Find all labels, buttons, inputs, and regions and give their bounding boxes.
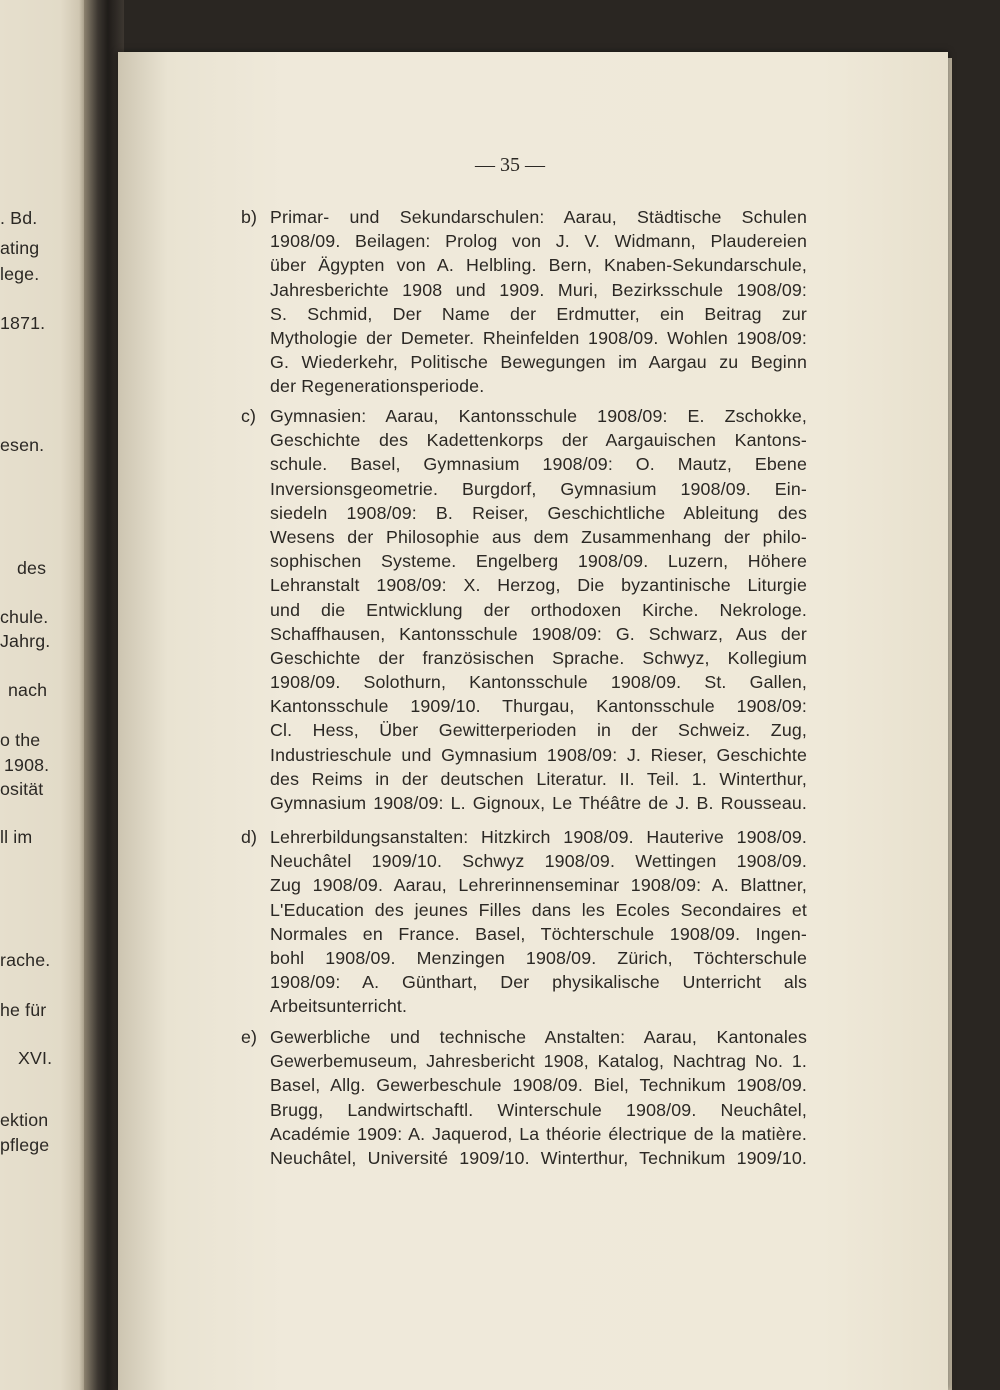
text-line: der Regenerationsperiode.	[270, 376, 485, 397]
text-line: Lehranstalt 1908/09: X. Herzog, Die byzantinische Liturgie	[270, 575, 807, 596]
text-line: Jahresberichte 1908 und 1909. Muri, Bezirksschule 1908/09:	[270, 279, 807, 300]
text-line: Zug 1908/09. Aarau, Lehrerinnenseminar 1908/09: A. Blattner,	[270, 875, 807, 896]
text-line: Geschichte des Kadettenkorps der Aargauischen Kantons-	[270, 430, 807, 451]
entry-body	[270, 1025, 807, 1170]
text-line: Kantonsschule 1909/10. Thurgau, Kantonsschule 1908/09:	[270, 696, 807, 717]
text-line: Primar- und Sekundarschulen: Aarau, Städtische Schulen	[270, 207, 807, 227]
text-line: Gymnasium 1908/09: L. Gignoux, Le Théâtre de J. B. Rousseau.	[270, 793, 807, 813]
text-line: S. Schmid, Der Name der Erdmutter, ein Beitrag zur	[270, 303, 807, 324]
left-fragment: des	[17, 558, 47, 578]
text-line: Industrieschule und Gymnasium 1908/09: J. Rieser, Geschichte	[270, 744, 807, 765]
left-fragment: he für	[0, 1000, 47, 1020]
text-line: G. Wiederkehr, Politische Bewegungen im Aargau zu Beginn	[270, 352, 807, 373]
left-fragment: ll im	[0, 827, 33, 847]
text-line: über Ägypten von A. Helbling. Bern, Knaben-Sekundarschule,	[270, 255, 807, 276]
text-line: Inversionsgeometrie. Burgdorf, Gymnasium 1908/09. Ein-	[270, 478, 807, 499]
entry-body	[270, 825, 807, 1019]
left-fragment: ating	[0, 238, 40, 258]
left-fragment: XVI.	[18, 1048, 53, 1068]
text-line: Wesens der Philosophie aus dem Zusammenhang der philo-	[270, 526, 807, 547]
text-line: Normales en France. Basel, Töchterschule 1908/09. Ingen-	[270, 923, 807, 944]
text-line: Neuchâtel 1909/10. Schwyz 1908/09. Wettingen 1908/09.	[270, 851, 807, 872]
text-line: Brugg, Landwirtschaftl. Winterschule 1908/09. Neuchâtel,	[270, 1099, 807, 1120]
text-line: und die Entwicklung der orthodoxen Kirche. Nekrologe.	[270, 599, 807, 620]
entry-body	[270, 404, 807, 815]
text-line: schule. Basel, Gymnasium 1908/09: O. Mautz, Ebene	[270, 454, 807, 475]
entry-body	[270, 205, 807, 399]
text-line: sophischen Systeme. Engelberg 1908/09. Luzern, Höhere	[270, 551, 807, 572]
left-fragment: Jahrg.	[0, 631, 51, 651]
text-line: des Reims in der deutschen Literatur. II. Teil. 1. Winterthur,	[270, 768, 807, 789]
text-line: bohl 1908/09. Menzingen 1908/09. Zürich, Töchterschule	[270, 947, 807, 968]
text-line: siedeln 1908/09: B. Reiser, Geschichtliche Ableitung des	[270, 502, 807, 523]
left-fragment: 1871.	[0, 313, 46, 333]
left-fragment: pflege	[0, 1135, 50, 1155]
text-line: Cl. Hess, Über Gewitterperioden in der Schweiz. Zug,	[270, 720, 807, 741]
left-fragment: nach	[8, 680, 48, 700]
left-fragment: lege.	[0, 264, 40, 284]
text-line: Schaffhausen, Kantonsschule 1908/09: G. Schwarz, Aus der	[270, 623, 807, 644]
text-line: 1908/09: A. Günthart, Der physikalische Unterricht als	[270, 972, 807, 993]
left-fragment: esen.	[0, 435, 45, 455]
text-line: Académie 1909: A. Jaquerod, La théorie électrique de la matière.	[270, 1123, 807, 1144]
page-number: — 35 —	[475, 154, 545, 176]
left-fragment: ektion	[0, 1110, 49, 1130]
left-fragment: rache.	[0, 950, 51, 970]
text-line: Gewerbemuseum, Jahresbericht 1908, Katalog, Nachtrag No. 1.	[270, 1051, 807, 1072]
left-fragment: osität	[0, 779, 44, 799]
text-line: L'Education des jeunes Filles dans les Ecoles Secondaires et	[270, 899, 807, 920]
text-line: Mythologie der Demeter. Rheinfelden 1908/09. Wohlen 1908/09:	[270, 327, 807, 348]
text-line: Basel, Allg. Gewerbeschule 1908/09. Biel, Technikum 1908/09.	[270, 1075, 807, 1096]
left-page	[0, 0, 86, 1390]
text-line: 1908/09. Beilagen: Prolog von J. V. Widmann, Plaudereien	[270, 231, 807, 252]
text-line: Neuchâtel, Université 1909/10. Winterthur, Technikum 1909/10.	[270, 1147, 807, 1168]
left-fragment: . Bd.	[0, 208, 38, 228]
left-fragment: chule.	[0, 607, 49, 627]
entry-letter: e)	[241, 1027, 258, 1047]
text-line: Geschichte der französischen Sprache. Schwyz, Kollegium	[270, 647, 807, 668]
left-fragment: o the	[0, 730, 41, 750]
entry-letter: d)	[241, 827, 258, 847]
text-line: Gymnasien: Aarau, Kantonsschule 1908/09: E. Zschokke,	[270, 406, 807, 426]
text-line: Gewerbliche und technische Anstalten: Aarau, Kantonales	[270, 1027, 807, 1047]
text-line: Arbeitsunterricht.	[270, 996, 408, 1017]
entry-letter: b)	[241, 207, 258, 227]
text-line: Lehrerbildungsanstalten: Hitzkirch 1908/09. Hauterive 1908/09.	[270, 827, 807, 847]
entry-letter: c)	[241, 406, 257, 426]
left-fragment: 1908.	[4, 755, 50, 775]
text-line: 1908/09. Solothurn, Kantonsschule 1908/09. St. Gallen,	[270, 672, 807, 693]
